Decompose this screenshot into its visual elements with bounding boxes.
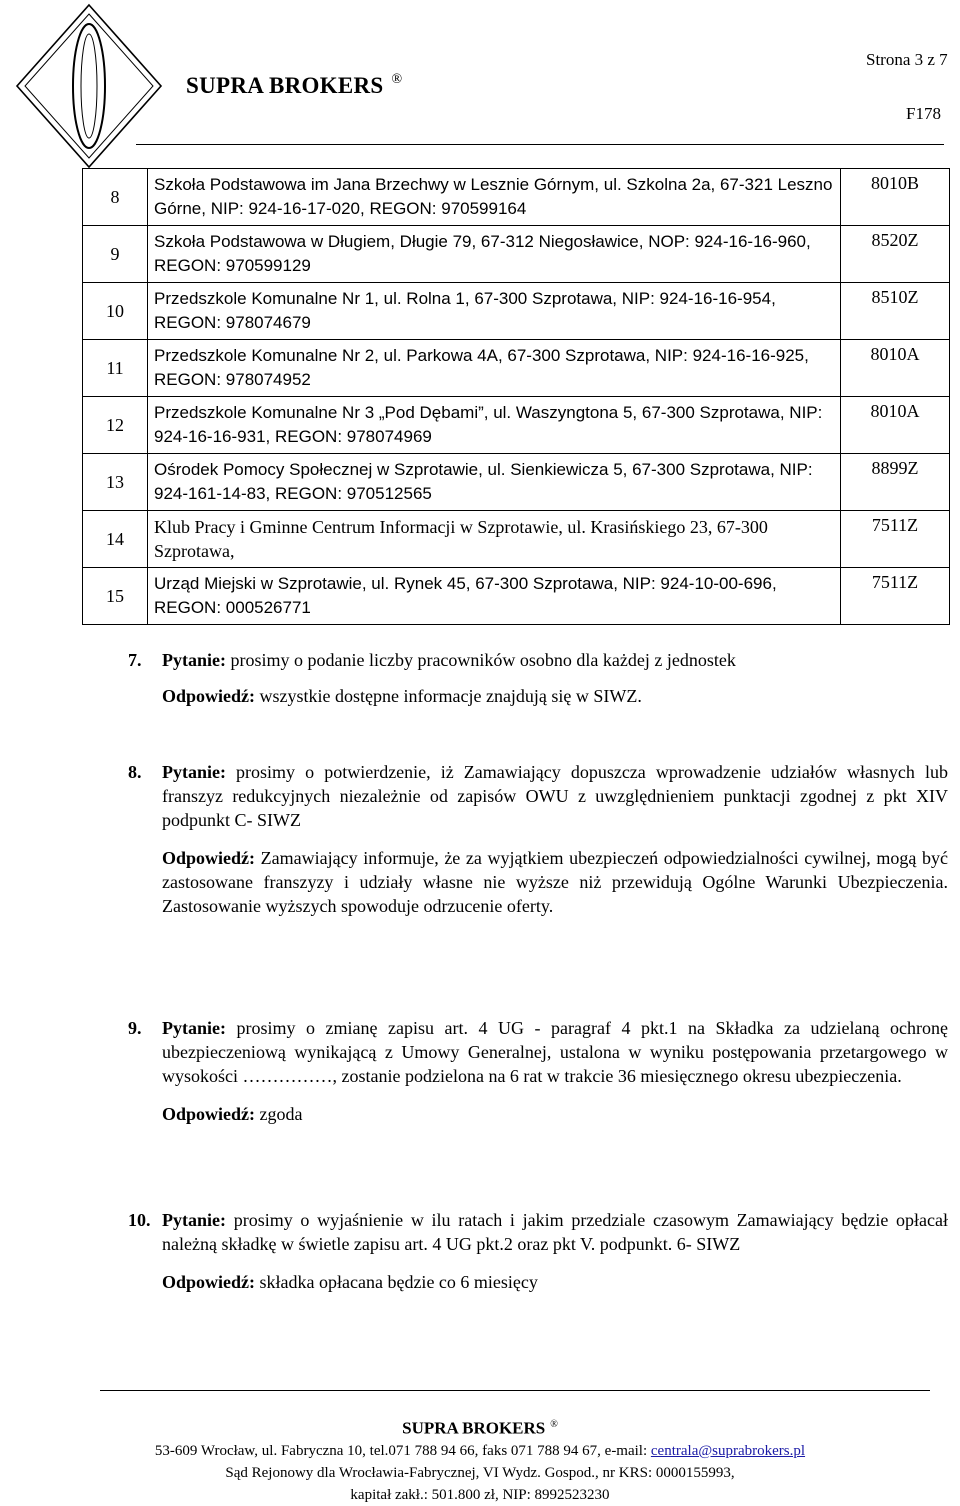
answer-content: Zamawiający informuje, że za wyjątkiem ubezpieczeń odpowiedzialności cywilnej, mogą być zastosowane franszyzy i udziały własne nie wyższe niż przewidują Ogólne Warunki Ubezpieczenia. Zastosowanie wyższych spowoduje odrzucenie oferty. [162, 848, 948, 916]
question-label: Pytanie: [162, 762, 226, 782]
table-row [83, 511, 950, 568]
row-number: 8 [83, 169, 148, 226]
answer-label: Odpowiedź: [162, 1272, 256, 1292]
question-text [162, 648, 948, 672]
row-description: Ośrodek Pomocy Społecznej w Szprotawie, ul. Sienkiewicza 5, 67-300 Szprotawa, NIP: 924-161-14-83, REGON: 970512565 [148, 454, 841, 511]
page-number: Strona 3 z 7 [866, 50, 948, 69]
question-text [162, 1208, 948, 1256]
footer-divider [100, 1390, 930, 1391]
brand-title [186, 72, 402, 99]
table-row [83, 283, 950, 340]
table-row [83, 169, 950, 226]
answer-text [162, 1102, 948, 1126]
answer-content: wszystkie dostępne informacje znajdują się w SIWZ. [255, 686, 642, 706]
answer-text [162, 1270, 948, 1294]
row-description: Urząd Miejski w Szprotawie, ul. Rynek 45, 67-300 Szprotawa, NIP: 924-10-00-696, REGON: 000526771 [148, 568, 841, 625]
footer-court: Sąd Rejonowy dla Wrocławia-Fabrycznej, VI Wydz. Gospod., nr KRS: 0000155993, [225, 1464, 735, 1481]
question-text [162, 760, 948, 832]
question-9 [128, 1016, 948, 1126]
row-code: 8010A [841, 340, 950, 397]
row-code: 8010A [841, 397, 950, 454]
question-label: Pytanie: [162, 1018, 226, 1038]
question-number: 7. [128, 650, 142, 670]
row-code: 7511Z [841, 568, 950, 625]
row-number: 14 [83, 511, 148, 568]
row-number: 10 [83, 283, 148, 340]
answer-content: składka opłacana będzie co 6 miesięcy [255, 1272, 538, 1292]
answer-text [162, 684, 948, 708]
row-description: Szkoła Podstawowa w Długiem, Długie 79, 67-312 Niegosławice, NOP: 924-16-16-960, REGON: 970599129 [148, 226, 841, 283]
document-code: F178 [906, 104, 941, 123]
row-description: Przedszkole Komunalne Nr 1, ul. Rolna 1, 67-300 Szprotawa, NIP: 924-16-16-954, REGON: 978074679 [148, 283, 841, 340]
question-number: 10. [128, 1210, 151, 1230]
row-number: 12 [83, 397, 148, 454]
question-number: 9. [128, 1018, 142, 1038]
question-7 [128, 648, 948, 708]
footer-brand-name: SUPRA BROKERS [402, 1418, 546, 1438]
question-content: prosimy o wyjaśnienie w ilu ratach i jakim przedziale czasowym Zamawiający będzie opłacał należną składkę w świetle zapisu art. 4 UG pkt.2 oraz pkt V. podpunkt. 6- SIWZ [162, 1210, 948, 1254]
registered-mark-icon: ® [391, 72, 403, 87]
table-row [83, 340, 950, 397]
header-divider [136, 144, 944, 145]
row-number: 11 [83, 340, 148, 397]
answer-content: zgoda [255, 1104, 303, 1124]
row-number: 15 [83, 568, 148, 625]
email-link[interactable]: centrala@suprabrokers.pl [650, 1442, 806, 1459]
row-code: 7511Z [841, 511, 950, 568]
question-10 [128, 1208, 948, 1294]
row-code: 8010B [841, 169, 950, 226]
answer-label: Odpowiedź: [162, 848, 256, 868]
answer-label: Odpowiedź: [162, 1104, 256, 1124]
table-row [83, 397, 950, 454]
table-row [83, 454, 950, 511]
answer-label: Odpowiedź: [162, 686, 256, 706]
footer-brand [0, 1414, 960, 1440]
row-code: 8520Z [841, 226, 950, 283]
footer-address-text: 53-609 Wrocław, ul. Fabryczna 10, tel.071 788 94 66, faks 071 788 94 67, e-mail: [154, 1442, 651, 1459]
table-row [83, 226, 950, 283]
row-code: 8510Z [841, 283, 950, 340]
row-number: 9 [83, 226, 148, 283]
row-description: Klub Pracy i Gminne Centrum Informacji w Szprotawie, ul. Krasińskiego 23, 67-300 Szprotawa, [148, 511, 841, 568]
registered-mark-icon: ® [550, 1419, 558, 1430]
brand-name: SUPRA BROKERS [186, 73, 384, 98]
answer-text [162, 846, 948, 918]
row-code: 8899Z [841, 454, 950, 511]
question-label: Pytanie: [162, 650, 226, 670]
question-label: Pytanie: [162, 1210, 226, 1230]
question-8 [128, 760, 948, 918]
table-row [83, 568, 950, 625]
row-number: 13 [83, 454, 148, 511]
footer [0, 1414, 960, 1506]
question-content: prosimy o zmianę zapisu art. 4 UG - paragraf 4 pkt.1 na Składka za udzielaną ochronę ubezpieczeniową wynikającą z Umowy Generalnej, ustalona w wyniku postępowania przetargowego w wysokości ……………, zostanie podzielona na 6 rat w trakcie 36 miesięcznego okresu ubezpieczenia. [162, 1018, 948, 1086]
row-description: Szkoła Podstawowa im Jana Brzechwy w Lesznie Górnym, ul. Szkolna 2a, 67-321 Leszno Górne, NIP: 924-16-17-020, REGON: 970599164 [148, 169, 841, 226]
question-text [162, 1016, 948, 1088]
question-content: prosimy o potwierdzenie, iż Zamawiający dopuszcza wprowadzenie udziałów własnych lub franszyz redukcyjnych niezależnie od zapisów OWU z uwzględnieniem punktacji zgodnej z pkt XIV podpunkt C- SIWZ [162, 762, 948, 830]
footer-capital: kapitał zakł.: 501.800 zł, NIP: 8992523230 [350, 1486, 610, 1503]
question-content: prosimy o podanie liczby pracowników osobno dla każdej z jednostek [225, 650, 736, 670]
question-number: 8. [128, 762, 142, 782]
footer-address [0, 1440, 960, 1462]
row-description: Przedszkole Komunalne Nr 3 „Pod Dębami”, ul. Waszyngtona 5, 67-300 Szprotawa, NIP: 924-16-16-931, REGON: 978074969 [148, 397, 841, 454]
units-table [82, 168, 950, 625]
row-description: Przedszkole Komunalne Nr 2, ul. Parkowa 4A, 67-300 Szprotawa, NIP: 924-16-16-925, REGON: 978074952 [148, 340, 841, 397]
